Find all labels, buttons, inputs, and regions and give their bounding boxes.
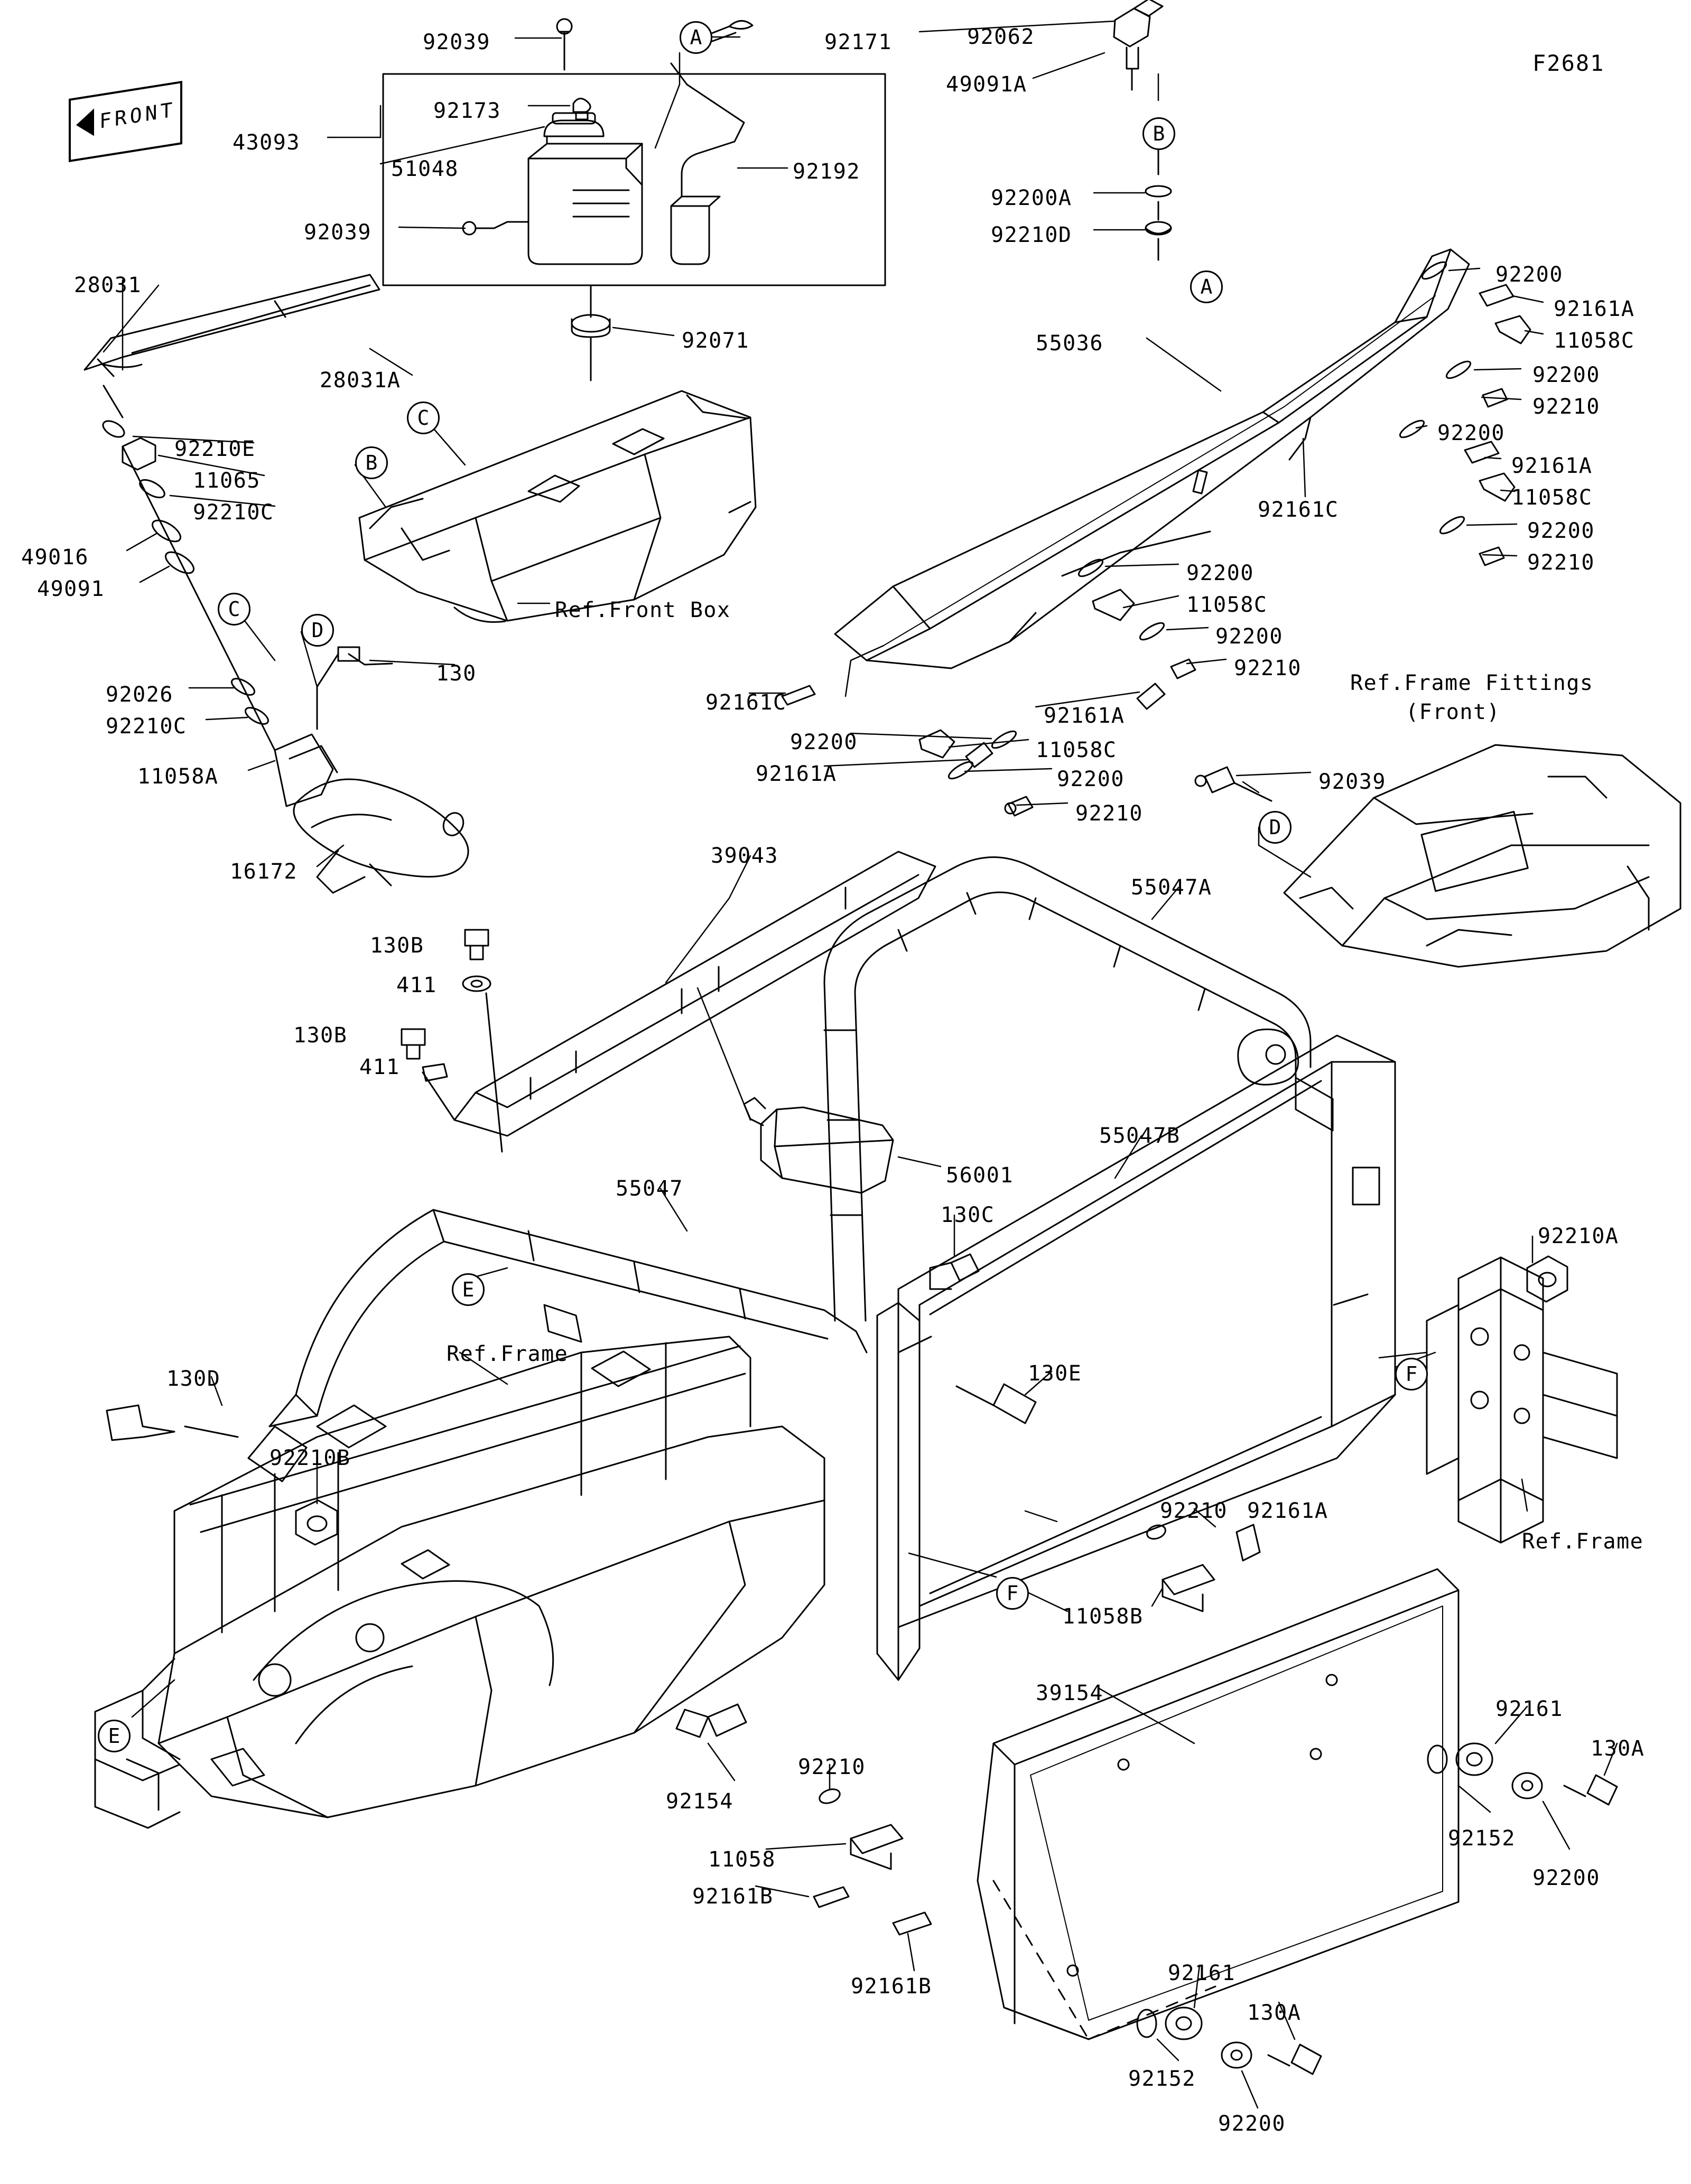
- ref-note: Ref.Front Box: [555, 598, 731, 622]
- part-label-92210e: 92210E: [174, 437, 256, 461]
- part-label-55047: 55047: [616, 1177, 683, 1201]
- ref-note: (Front): [1406, 700, 1501, 724]
- part-label-11058c: 11058C: [1186, 593, 1268, 617]
- part-label-92210: 92210: [798, 1755, 866, 1779]
- part-label-92062: 92062: [967, 25, 1035, 49]
- part-label-130c: 130C: [941, 1203, 995, 1227]
- sheet-code: F2681: [1532, 50, 1605, 76]
- part-label-39154: 39154: [1036, 1681, 1103, 1705]
- part-label-92039: 92039: [1318, 770, 1386, 794]
- part-label-92200: 92200: [1532, 1866, 1600, 1890]
- part-label-92200: 92200: [1437, 421, 1505, 445]
- part-label-49091: 49091: [37, 577, 105, 601]
- part-label-92210c: 92210C: [106, 714, 187, 739]
- part-label-130b: 130B: [293, 1023, 348, 1048]
- part-label-92210: 92210: [1075, 801, 1143, 826]
- ref-note: Ref.Frame: [447, 1342, 569, 1366]
- part-label-92026: 92026: [106, 683, 173, 707]
- callout-d: D: [301, 614, 334, 647]
- part-label-92210a: 92210A: [1538, 1224, 1619, 1248]
- part-label-130e: 130E: [1028, 1361, 1082, 1386]
- part-label-92161c: 92161C: [1258, 498, 1339, 522]
- part-label-92161a: 92161A: [1554, 297, 1635, 321]
- callout-f: F: [1395, 1358, 1428, 1390]
- part-label-92161a: 92161A: [1044, 704, 1125, 728]
- part-label-92210: 92210: [1527, 550, 1595, 575]
- part-label-92171: 92171: [824, 30, 892, 54]
- part-label-92161a: 92161A: [1247, 1499, 1328, 1523]
- part-label-11058a: 11058A: [137, 764, 219, 789]
- part-label-28031a: 28031A: [320, 368, 401, 393]
- part-label-92200: 92200: [1495, 263, 1563, 287]
- part-label-92173: 92173: [433, 99, 501, 123]
- callout-f: F: [996, 1577, 1029, 1610]
- part-label-56001: 56001: [946, 1163, 1014, 1188]
- part-label-411: 411: [359, 1055, 400, 1079]
- part-label-11065: 11065: [193, 469, 261, 493]
- part-label-130b: 130B: [370, 934, 424, 958]
- part-label-92152: 92152: [1448, 1826, 1516, 1851]
- part-label-11058c: 11058C: [1036, 738, 1117, 762]
- part-label-49016: 49016: [21, 545, 89, 570]
- part-label-92210: 92210: [1532, 395, 1600, 419]
- part-label-55036: 55036: [1036, 331, 1103, 356]
- part-label-411: 411: [396, 973, 437, 997]
- part-label-92200a: 92200A: [991, 186, 1072, 210]
- part-label-92161a: 92161A: [1511, 454, 1593, 478]
- part-label-11058: 11058: [708, 1847, 776, 1872]
- part-label-130d: 130D: [166, 1367, 221, 1391]
- part-label-39043: 39043: [711, 844, 778, 868]
- part-label-92200: 92200: [790, 730, 858, 754]
- part-label-92210d: 92210D: [991, 223, 1072, 247]
- part-label-92161a: 92161A: [756, 762, 837, 786]
- part-label-92039: 92039: [304, 220, 371, 245]
- front-badge-label: FRONT: [99, 97, 176, 133]
- part-label-92210: 92210: [1234, 656, 1302, 680]
- part-label-92200: 92200: [1532, 363, 1600, 387]
- part-label-130a: 130A: [1247, 2001, 1302, 2025]
- callout-a: A: [1190, 270, 1223, 303]
- part-label-92210b: 92210B: [270, 1446, 351, 1470]
- part-label-55047b: 55047B: [1099, 1124, 1181, 1148]
- part-label-49091a: 49091A: [946, 72, 1027, 97]
- part-label-130a: 130A: [1591, 1737, 1645, 1761]
- callout-d: D: [1259, 811, 1292, 844]
- callout-e: E: [98, 1720, 131, 1752]
- part-label-92071: 92071: [682, 329, 749, 353]
- part-label-92161c: 92161C: [705, 690, 787, 715]
- part-label-92161: 92161: [1495, 1697, 1563, 1721]
- part-label-92210: 92210: [1160, 1499, 1228, 1523]
- callout-a: A: [680, 21, 712, 54]
- part-label-92161b: 92161B: [851, 1974, 932, 1999]
- part-label-28031: 28031: [74, 273, 142, 297]
- part-label-51048: 51048: [391, 157, 459, 181]
- part-label-92039: 92039: [423, 30, 490, 54]
- part-label-11058c: 11058C: [1511, 486, 1593, 510]
- part-label-92200: 92200: [1186, 561, 1254, 585]
- callout-c: C: [407, 402, 440, 434]
- front-arrow-icon: [76, 108, 94, 138]
- part-label-92210c: 92210C: [193, 500, 274, 525]
- callout-b: B: [1142, 117, 1175, 150]
- part-label-92152: 92152: [1128, 2067, 1196, 2091]
- part-label-92161b: 92161B: [692, 1884, 774, 1909]
- part-label-16172: 16172: [230, 860, 298, 884]
- ref-note: Ref.Frame: [1522, 1529, 1644, 1554]
- part-label-92192: 92192: [793, 160, 860, 184]
- part-label-11058b: 11058B: [1062, 1604, 1144, 1629]
- part-label-92200: 92200: [1057, 767, 1125, 791]
- part-label-130: 130: [436, 661, 477, 686]
- callout-b: B: [355, 446, 388, 479]
- part-label-92200: 92200: [1215, 624, 1283, 649]
- part-label-55047a: 55047A: [1131, 875, 1212, 900]
- part-label-43093: 43093: [233, 130, 300, 155]
- part-label-11058c: 11058C: [1554, 329, 1635, 353]
- part-label-92200: 92200: [1218, 2112, 1286, 2136]
- ref-note: Ref.Frame Fittings: [1350, 671, 1594, 695]
- callout-e: E: [452, 1273, 485, 1306]
- part-label-92154: 92154: [666, 1789, 733, 1814]
- callout-c: C: [218, 593, 250, 626]
- part-label-92200: 92200: [1527, 519, 1595, 543]
- part-label-92161: 92161: [1168, 1961, 1235, 1985]
